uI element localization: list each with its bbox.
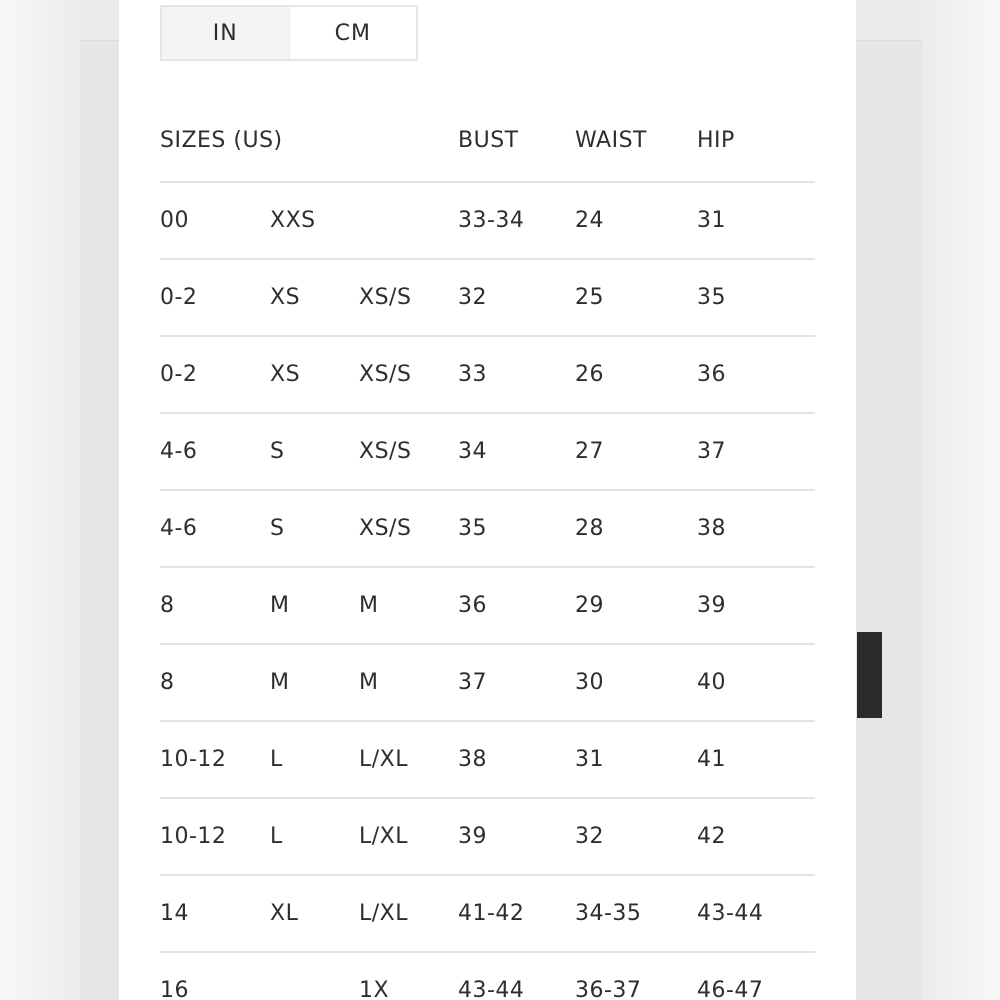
cell-size-us: 4-6 bbox=[160, 490, 270, 567]
cell-size-alpha: M bbox=[270, 644, 359, 721]
table-row bbox=[160, 798, 815, 875]
cell-bust: 33-34 bbox=[458, 182, 575, 259]
table-row bbox=[160, 182, 815, 259]
cell-hip: 37 bbox=[697, 413, 815, 490]
cell-size-alpha: XS bbox=[270, 259, 359, 336]
cell-size-alpha bbox=[270, 952, 359, 1000]
cell-size-us: 0-2 bbox=[160, 336, 270, 413]
cell-size-us: 8 bbox=[160, 644, 270, 721]
cell-size-combo: XS/S bbox=[359, 413, 458, 490]
cell-hip: 46-47 bbox=[697, 952, 815, 1000]
table-body bbox=[160, 182, 815, 1000]
cell-size-alpha: S bbox=[270, 490, 359, 567]
cell-waist: 34-35 bbox=[575, 875, 697, 952]
cell-size-combo: XS/S bbox=[359, 336, 458, 413]
unit-cm-button[interactable]: CM bbox=[289, 7, 417, 59]
size-chart-modal bbox=[119, 0, 856, 1000]
cell-size-combo: L/XL bbox=[359, 875, 458, 952]
cell-size-alpha: L bbox=[270, 721, 359, 798]
cell-size-combo: M bbox=[359, 567, 458, 644]
cell-bust: 37 bbox=[458, 644, 575, 721]
cell-hip: 31 bbox=[697, 182, 815, 259]
table-row bbox=[160, 567, 815, 644]
cell-size-combo: M bbox=[359, 644, 458, 721]
cell-size-us: 16 bbox=[160, 952, 270, 1000]
cell-size-us: 00 bbox=[160, 182, 270, 259]
cell-bust: 32 bbox=[458, 259, 575, 336]
cell-hip: 43-44 bbox=[697, 875, 815, 952]
cell-waist: 36-37 bbox=[575, 952, 697, 1000]
header-bust: BUST bbox=[458, 110, 575, 182]
cell-size-combo: L/XL bbox=[359, 721, 458, 798]
cell-size-alpha: M bbox=[270, 567, 359, 644]
cell-waist: 27 bbox=[575, 413, 697, 490]
cell-hip: 40 bbox=[697, 644, 815, 721]
cell-size-us: 14 bbox=[160, 875, 270, 952]
cell-bust: 41-42 bbox=[458, 875, 575, 952]
cell-hip: 42 bbox=[697, 798, 815, 875]
cell-size-alpha: XS bbox=[270, 336, 359, 413]
cell-size-us: 4-6 bbox=[160, 413, 270, 490]
cell-hip: 41 bbox=[697, 721, 815, 798]
cell-waist: 25 bbox=[575, 259, 697, 336]
size-table bbox=[160, 110, 815, 1000]
cell-waist: 30 bbox=[575, 644, 697, 721]
cell-size-alpha: S bbox=[270, 413, 359, 490]
left-shade bbox=[0, 0, 80, 1000]
cell-bust: 43-44 bbox=[458, 952, 575, 1000]
cell-hip: 39 bbox=[697, 567, 815, 644]
right-shade bbox=[922, 0, 1000, 1000]
cell-waist: 24 bbox=[575, 182, 697, 259]
header-sizes-us: SIZES (US) bbox=[160, 110, 458, 182]
table-row bbox=[160, 721, 815, 798]
cell-size-combo: XS/S bbox=[359, 490, 458, 567]
table-row bbox=[160, 875, 815, 952]
cell-size-combo: XS/S bbox=[359, 259, 458, 336]
cell-hip: 35 bbox=[697, 259, 815, 336]
table-row bbox=[160, 644, 815, 721]
cell-size-combo: L/XL bbox=[359, 798, 458, 875]
header-waist: WAIST bbox=[575, 110, 697, 182]
unit-toggle bbox=[160, 5, 418, 61]
cell-size-us: 0-2 bbox=[160, 259, 270, 336]
cell-size-alpha: L bbox=[270, 798, 359, 875]
cell-size-combo bbox=[359, 182, 458, 259]
cell-size-alpha: XXS bbox=[270, 182, 359, 259]
cell-size-us: 10-12 bbox=[160, 798, 270, 875]
header-hip: HIP bbox=[697, 110, 815, 182]
cell-waist: 28 bbox=[575, 490, 697, 567]
table-row bbox=[160, 952, 815, 1000]
table-header-row bbox=[160, 110, 815, 182]
scrollbar-thumb[interactable] bbox=[857, 632, 882, 718]
cell-bust: 38 bbox=[458, 721, 575, 798]
cell-waist: 29 bbox=[575, 567, 697, 644]
cell-size-combo: 1X bbox=[359, 952, 458, 1000]
cell-waist: 32 bbox=[575, 798, 697, 875]
cell-size-us: 10-12 bbox=[160, 721, 270, 798]
table-row bbox=[160, 259, 815, 336]
cell-size-us: 8 bbox=[160, 567, 270, 644]
cell-hip: 38 bbox=[697, 490, 815, 567]
table-row bbox=[160, 413, 815, 490]
cell-bust: 35 bbox=[458, 490, 575, 567]
cell-hip: 36 bbox=[697, 336, 815, 413]
cell-bust: 34 bbox=[458, 413, 575, 490]
cell-waist: 26 bbox=[575, 336, 697, 413]
cell-bust: 36 bbox=[458, 567, 575, 644]
table-row bbox=[160, 490, 815, 567]
cell-bust: 33 bbox=[458, 336, 575, 413]
unit-in-button[interactable]: IN bbox=[162, 7, 289, 59]
cell-waist: 31 bbox=[575, 721, 697, 798]
table-row bbox=[160, 336, 815, 413]
cell-bust: 39 bbox=[458, 798, 575, 875]
cell-size-alpha: XL bbox=[270, 875, 359, 952]
